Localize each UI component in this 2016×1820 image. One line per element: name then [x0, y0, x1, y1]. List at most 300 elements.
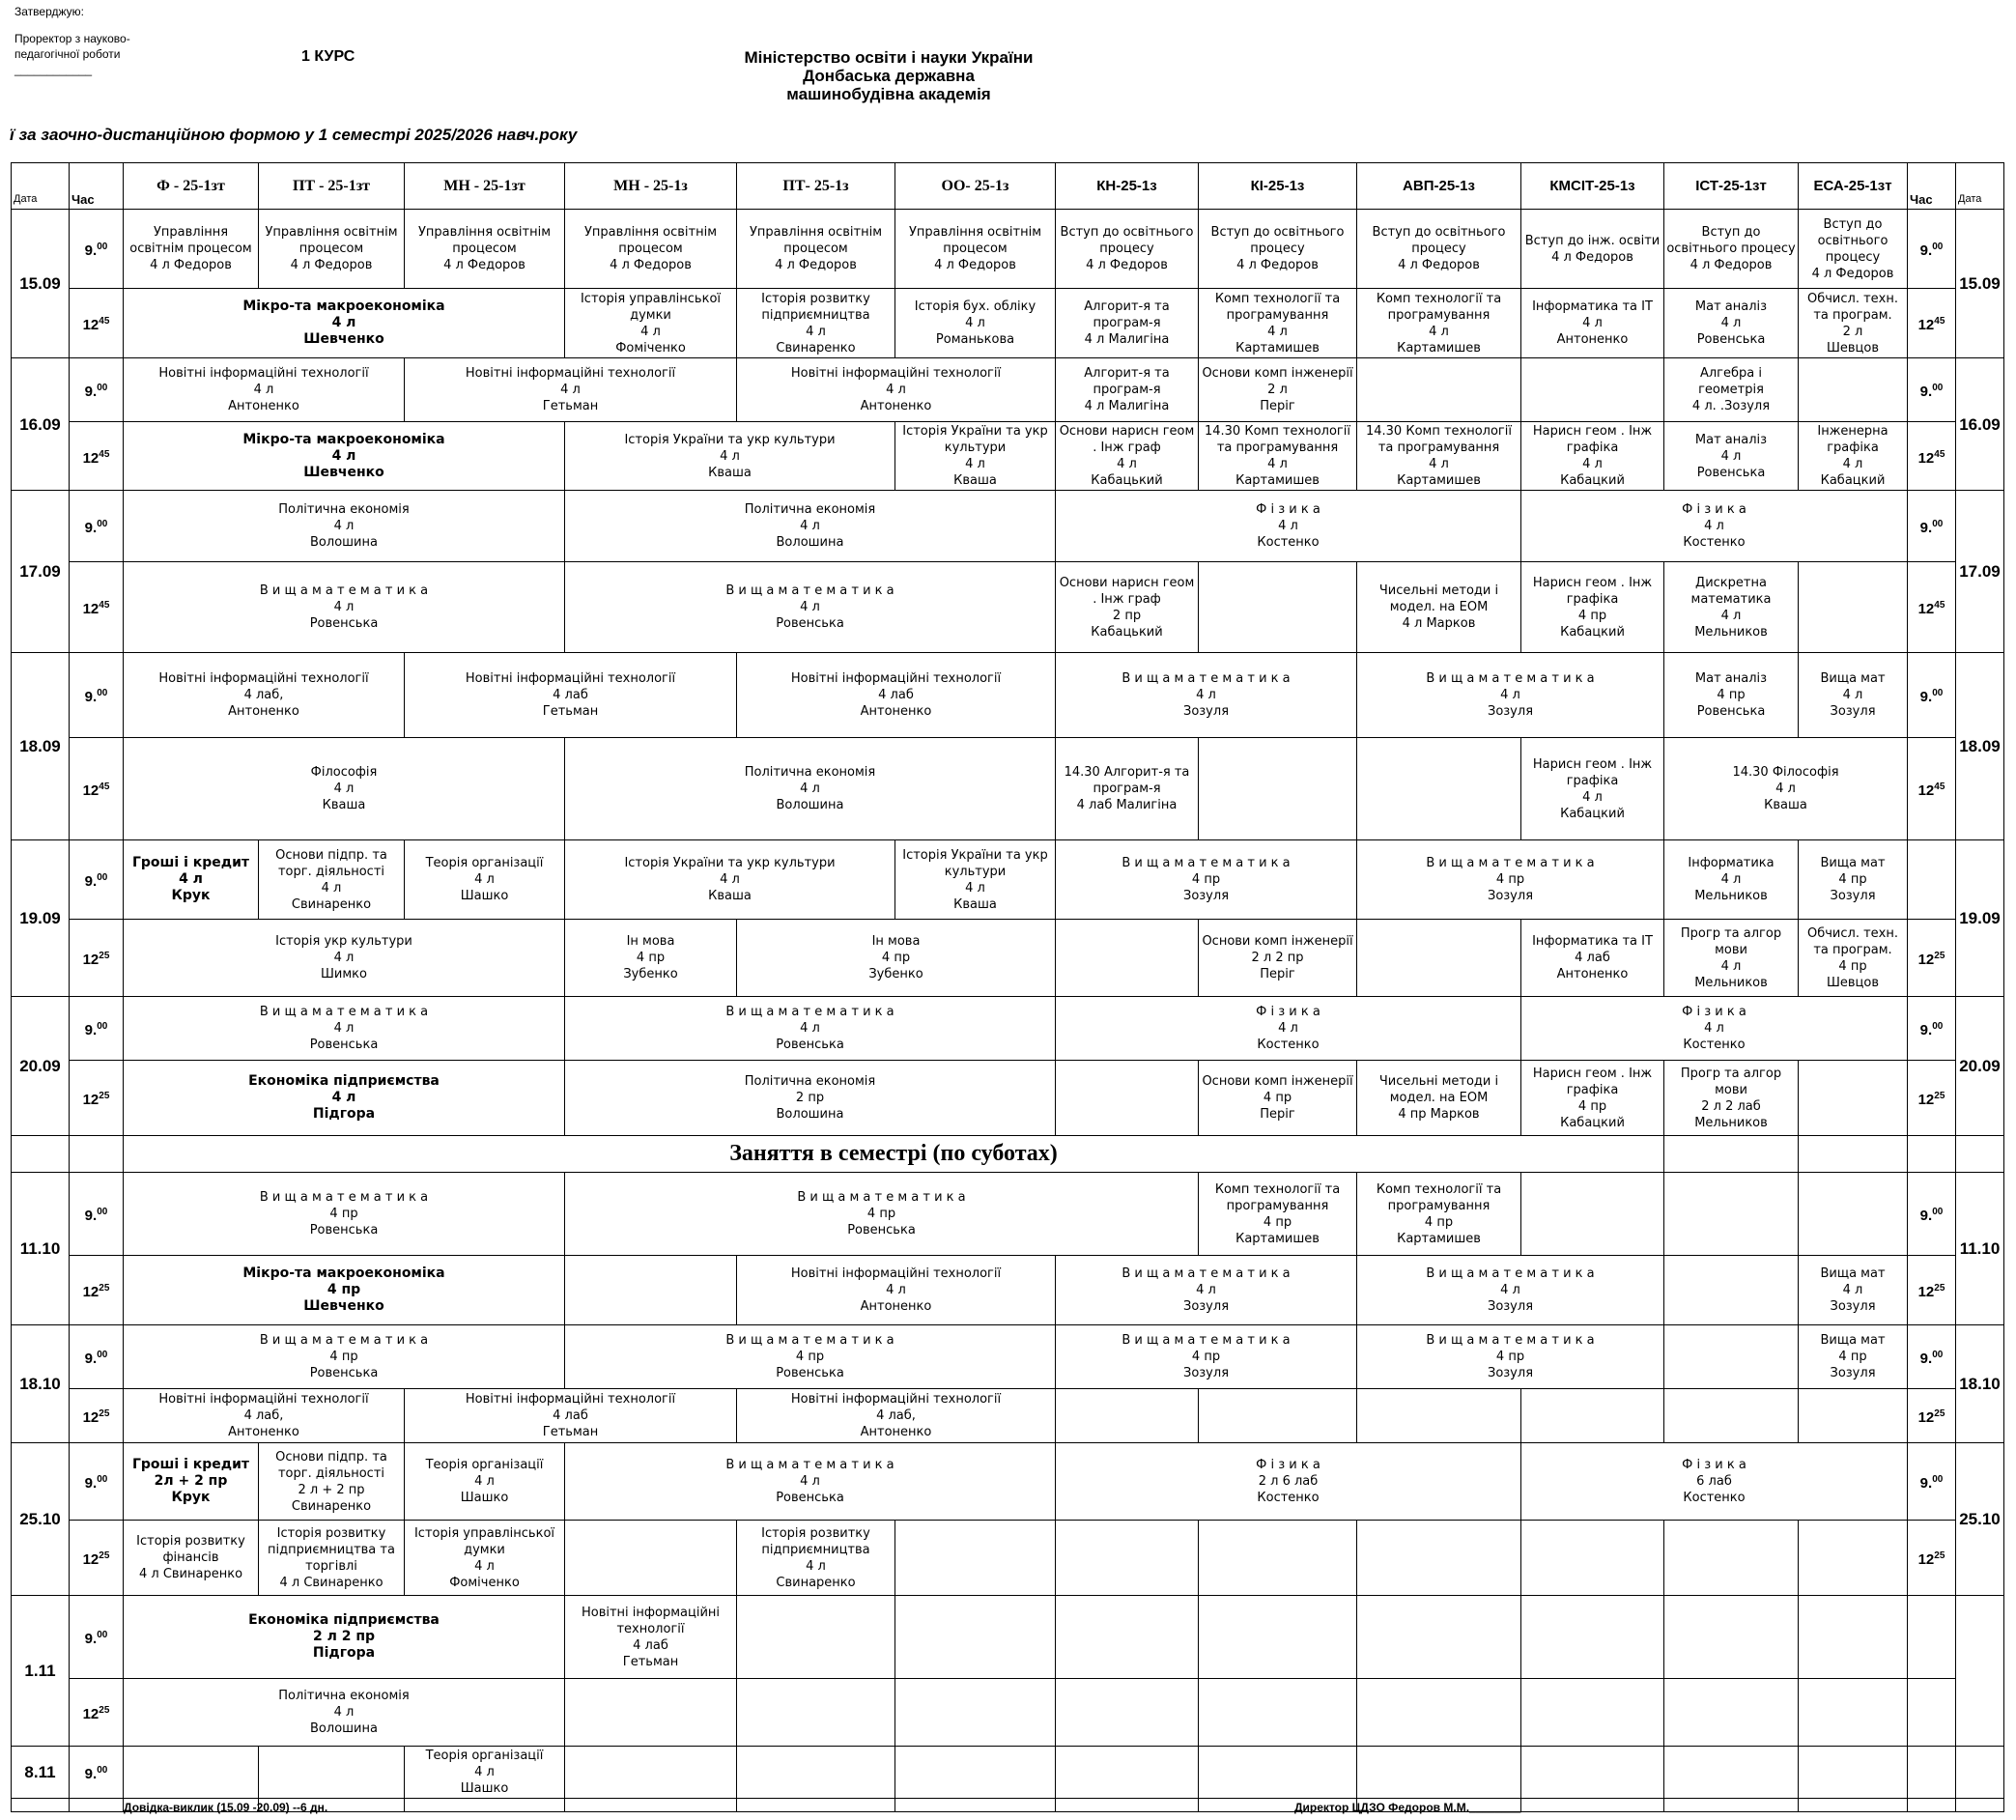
class-cell: [1799, 1679, 1908, 1747]
class-cell: [1357, 1596, 1521, 1679]
class-cell: Ф і з и к а 2 л 6 лаб Костенко: [1056, 1443, 1521, 1521]
class-cell: [1357, 738, 1521, 840]
class-cell: [1664, 1173, 1799, 1256]
class-cell: [1799, 1747, 1908, 1799]
class-cell: [1521, 1173, 1664, 1256]
class-cell: Новітні інформаційні технології 4 лаб Антоненко: [737, 653, 1056, 738]
class-cell: [737, 1747, 895, 1799]
time-cell: 9.00: [1908, 1173, 1956, 1256]
approval-line: Затверджую:: [14, 5, 84, 18]
class-cell: Дискретна математика 4 л Мельников: [1664, 562, 1799, 653]
class-cell: Обчисл. техн. та програм. 2 л Шевцов: [1799, 289, 1908, 358]
time-cell: $12^{25}$: [70, 1521, 124, 1596]
group-header: ОО- 25-1з: [895, 163, 1056, 210]
time-cell: [1908, 1136, 1956, 1173]
schedule-row: [12, 491, 2004, 562]
date-cell: 19.09: [12, 840, 70, 997]
group-header: АВП-25-1з: [1357, 163, 1521, 210]
class-cell: [1664, 1679, 1799, 1747]
class-cell: 14.30 Філософія 4 л Кваша: [1664, 738, 1908, 840]
date-header: Дата: [1956, 163, 2004, 210]
class-cell: Історія бух. обліку 4 л Романькова: [895, 289, 1056, 358]
time-cell: 9.00: [70, 653, 124, 738]
date-cell: 15.09: [12, 210, 70, 358]
class-cell: Історія розвитку підприємництва та торгівлі 4 л Свинаренко: [259, 1521, 405, 1596]
class-cell: Чисельні методи і модел. на ЕОМ 4 л Марков: [1357, 562, 1521, 653]
time-cell: 9.00: [70, 210, 124, 289]
date-cell: [12, 1799, 70, 1812]
class-cell: [1056, 920, 1199, 997]
class-cell: Новітні інформаційні технології 4 лаб Гетьман: [565, 1596, 737, 1679]
class-cell: [895, 1799, 1056, 1812]
class-cell: Ф і з и к а 4 л Костенко: [1056, 491, 1521, 562]
time-cell: 9.00: [70, 997, 124, 1061]
class-cell: В и щ а м а т е м а т и к а 4 л Ровенська: [565, 562, 1056, 653]
group-header: МН - 25-1зт: [405, 163, 565, 210]
class-cell: [259, 1747, 405, 1799]
date-cell: 19.09: [1956, 840, 2004, 997]
class-cell: В и щ а м а т е м а т и к а 4 пр Зозуля: [1056, 1325, 1357, 1389]
class-cell: [1056, 1521, 1199, 1596]
time-cell: $12^{45}$: [1908, 738, 1956, 840]
class-cell: Комп технології та програмування 4 пр Картамишев: [1199, 1173, 1357, 1256]
academy-line: Донбаська державна: [803, 67, 975, 85]
class-cell: Інформатика та ІТ 4 лаб Антоненко: [1521, 920, 1664, 997]
class-cell: Мат аналіз 4 л Ровенська: [1664, 422, 1799, 491]
class-cell: [1357, 1679, 1521, 1747]
class-cell: Політична економія 4 л Волошина: [124, 1679, 565, 1747]
time-header: Час: [70, 163, 124, 210]
class-cell: [1199, 1679, 1357, 1747]
class-cell: Вступ до освітнього процесу 4 л Федоров: [1664, 210, 1799, 289]
time-cell: $12^{25}$: [1908, 920, 1956, 997]
date-cell: 11.10: [12, 1173, 70, 1325]
date-cell: [1956, 1136, 2004, 1173]
class-cell: Гроші і кредит 4 л Крук: [124, 840, 259, 920]
class-cell: [1521, 1596, 1664, 1679]
class-cell: [1799, 1136, 1908, 1173]
time-cell: [70, 1799, 124, 1812]
class-cell: Вища мат 4 пр Зозуля: [1799, 1325, 1908, 1389]
schedule-row: [12, 840, 2004, 920]
class-cell: [1664, 1521, 1799, 1596]
class-cell: [1521, 1389, 1664, 1443]
schedule-row: [12, 358, 2004, 422]
time-cell: 9.00: [1908, 1443, 1956, 1521]
class-cell: Прогр та алгор мови 2 л 2 лаб Мельников: [1664, 1061, 1799, 1136]
class-cell: [1799, 1173, 1908, 1256]
class-cell: [1799, 1389, 1908, 1443]
time-cell: $12^{25}$: [70, 1389, 124, 1443]
class-cell: Історія України та укр культури 4 л Кваша: [895, 422, 1056, 491]
class-cell: Основи комп інженерії 2 л Періг: [1199, 358, 1357, 422]
class-cell: В и щ а м а т е м а т и к а 4 пр Ровенська: [565, 1173, 1199, 1256]
schedule-row: [12, 1596, 2004, 1679]
group-header: ІСТ-25-1зт: [1664, 163, 1799, 210]
class-cell: В и щ а м а т е м а т и к а 4 л Ровенська: [565, 997, 1056, 1061]
time-cell: 9.00: [70, 1443, 124, 1521]
time-cell: $12^{45}$: [1908, 289, 1956, 358]
class-cell: Історія укр культури 4 л Шимко: [124, 920, 565, 997]
class-cell: [1056, 1596, 1199, 1679]
date-header: Дата: [12, 163, 70, 210]
class-cell: Мат аналіз 4 л Ровенська: [1664, 289, 1799, 358]
class-cell: Історія України та укр культури 4 л Кваша: [565, 840, 895, 920]
ministry-line: Міністерство освіти і науки України: [744, 48, 1034, 67]
class-cell: [1357, 1521, 1521, 1596]
class-cell: Вища мат 4 л Зозуля: [1799, 653, 1908, 738]
class-cell: В и щ а м а т е м а т и к а 4 пр Ровенська: [124, 1325, 565, 1389]
class-cell: В и щ а м а т е м а т и к а 4 л Ровенська: [124, 562, 565, 653]
class-cell: [895, 1747, 1056, 1799]
class-cell: Прогр та алгор мови 4 л Мельников: [1664, 920, 1799, 997]
class-cell: [565, 1799, 737, 1812]
class-cell: Вступ до освітнього процесу 4 л Федоров: [1056, 210, 1199, 289]
class-cell: В и щ а м а т е м а т и к а 4 л Зозуля: [1056, 1256, 1357, 1325]
class-cell: В и щ а м а т е м а т и к а 4 л Зозуля: [1357, 653, 1664, 738]
class-cell: Новітні інформаційні технології 4 лаб, Антоненко: [124, 1389, 405, 1443]
date-cell: 18.09: [1956, 653, 2004, 840]
schedule-row: [12, 738, 2004, 840]
class-cell: [1664, 1747, 1799, 1799]
approval-block: [14, 4, 169, 77]
class-cell: Історія управлінської думки 4 л Фоміченко: [565, 289, 737, 358]
class-cell: [895, 1596, 1056, 1679]
class-cell: 14.30 Комп технології та програмування 4 л Картамишев: [1199, 422, 1357, 491]
class-cell: [1199, 1389, 1357, 1443]
time-cell: $12^{45}$: [1908, 422, 1956, 491]
class-cell: [1357, 920, 1521, 997]
class-cell: Нарисн геом . Інж графіка 4 пр Кабацкий: [1521, 1061, 1664, 1136]
schedule-row: [12, 562, 2004, 653]
time-cell: $12^{45}$: [70, 422, 124, 491]
class-cell: Ф і з и к а 4 л Костенко: [1521, 997, 1908, 1061]
class-cell: Нарисн геом . Інж графіка 4 пр Кабацкий: [1521, 562, 1664, 653]
date-cell: 18.09: [12, 653, 70, 840]
class-cell: Управління освітнім процесом 4 л Федоров: [259, 210, 405, 289]
class-cell: [1056, 1799, 1199, 1812]
class-cell: [124, 1747, 259, 1799]
class-cell: Інформатика та ІТ 4 л Антоненко: [1521, 289, 1664, 358]
group-header: Ф - 25-1зт: [124, 163, 259, 210]
time-cell: 9.00: [70, 1747, 124, 1799]
class-cell: [737, 1799, 895, 1812]
class-cell: Основи підпр. та торг. діяльності 2 л + 2 пр Свинаренко: [259, 1443, 405, 1521]
class-cell: 14.30 Комп технології та програмування 4 л Картамишев: [1357, 422, 1521, 491]
time-cell: [70, 1136, 124, 1173]
time-cell: 9.00: [70, 1325, 124, 1389]
class-cell: Мат аналіз 4 пр Ровенська: [1664, 653, 1799, 738]
date-cell: 16.09: [1956, 358, 2004, 491]
time-cell: $12^{25}$: [1908, 1389, 1956, 1443]
time-cell: $12^{45}$: [70, 289, 124, 358]
class-cell: [1799, 562, 1908, 653]
schedule-table: [11, 162, 2004, 1812]
class-cell: Новітні інформаційні технології 4 л Антоненко: [737, 1256, 1056, 1325]
class-cell: [1357, 358, 1521, 422]
class-cell: [1199, 738, 1357, 840]
class-cell: Новітні інформаційні технології 4 л Гетьман: [405, 358, 737, 422]
date-cell: 15.09: [1956, 210, 2004, 358]
class-cell: Новітні інформаційні технології 4 л Антоненко: [124, 358, 405, 422]
class-cell: Новітні інформаційні технології 4 лаб Гетьман: [405, 1389, 737, 1443]
class-cell: [1357, 1389, 1521, 1443]
class-cell: Алгорит-я та програм-я 4 л Малигіна: [1056, 358, 1199, 422]
date-cell: 17.09: [1956, 491, 2004, 653]
class-cell: [1521, 1521, 1664, 1596]
group-header: ПТ - 25-1зт: [259, 163, 405, 210]
class-cell: [1056, 1061, 1199, 1136]
class-cell: Історія розвитку підприємництва 4 л Свинаренко: [737, 289, 895, 358]
time-cell: 9.00: [1908, 653, 1956, 738]
class-cell: Новітні інформаційні технології 4 лаб, Антоненко: [124, 653, 405, 738]
class-cell: Вища мат 4 л Зозуля: [1799, 1256, 1908, 1325]
class-cell: Політична економія 4 л Волошина: [565, 738, 1056, 840]
date-cell: 16.09: [12, 358, 70, 491]
time-cell: [1908, 840, 1956, 920]
date-cell: 17.09: [12, 491, 70, 653]
class-cell: Інформатика 4 л Мельников: [1664, 840, 1799, 920]
class-cell: Історія України та укр культури 4 л Кваша: [895, 840, 1056, 920]
class-cell: [1664, 1325, 1799, 1389]
date-cell: [1956, 1747, 2004, 1799]
time-cell: 9.00: [1908, 210, 1956, 289]
time-cell: 9.00: [1908, 1325, 1956, 1389]
class-cell: [1664, 1596, 1799, 1679]
course-title: 1 КУРС: [301, 48, 355, 65]
class-cell: В и щ а м а т е м а т и к а 4 пр Зозуля: [1056, 840, 1357, 920]
class-cell: [1664, 1799, 1799, 1812]
class-cell: Основи комп інженерії 2 л 2 пр Періг: [1199, 920, 1357, 997]
class-cell: Вступ до освітнього процесу 4 л Федоров: [1199, 210, 1357, 289]
time-cell: 9.00: [70, 491, 124, 562]
date-cell: 11.10: [1956, 1173, 2004, 1325]
class-cell: Комп технології та програмування 4 пр Картамишев: [1357, 1173, 1521, 1256]
class-cell: Історія управлінської думки 4 л Фоміченко: [405, 1521, 565, 1596]
class-cell: Новітні інформаційні технології 4 лаб Гетьман: [405, 653, 737, 738]
class-cell: В и щ а м а т е м а т и к а 4 пр Зозуля: [1357, 1325, 1664, 1389]
time-cell: $12^{25}$: [70, 1256, 124, 1325]
academy-line: машинобудівна академія: [786, 85, 991, 103]
group-header: ЕСА-25-1зт: [1799, 163, 1908, 210]
class-cell: Управління освітнім процесом 4 л Федоров: [405, 210, 565, 289]
time-cell: $12^{25}$: [70, 920, 124, 997]
schedule-row: [12, 1747, 2004, 1799]
class-cell: Основи нарисн геом . Інж граф 2 пр Кабацький: [1056, 562, 1199, 653]
time-cell: 9.00: [70, 840, 124, 920]
approval-line: ____________: [14, 63, 93, 76]
class-cell: [1056, 1747, 1199, 1799]
class-cell: [1521, 1747, 1664, 1799]
date-cell: 25.10: [12, 1443, 70, 1596]
class-cell: [565, 1256, 737, 1325]
class-cell: Обчисл. техн. та програм. 4 пр Шевцов: [1799, 920, 1908, 997]
class-cell: Комп технології та програмування 4 л Картамишев: [1199, 289, 1357, 358]
class-cell: Алгебра і геометрія 4 л. .Зозуля: [1664, 358, 1799, 422]
schedule-subtitle: ї за заочно-дистанційною формою у 1 семестрі 2025/2026 навч.року: [10, 126, 578, 144]
saturday-section-title: Заняття в семестрі (по суботах): [124, 1136, 1664, 1173]
class-cell: Мікро-та макроекономіка 4 пр Шевченко: [124, 1256, 565, 1325]
class-cell: Політична економія 4 л Волошина: [565, 491, 1056, 562]
section-header-row: [12, 1136, 2004, 1173]
approval-line: Проректор з науково-: [14, 32, 130, 45]
class-cell: Теорія організації 4 л Шашко: [405, 840, 565, 920]
schedule-row: [12, 1443, 2004, 1521]
schedule-row: [12, 1256, 2004, 1325]
schedule-row: [12, 1061, 2004, 1136]
class-cell: [1799, 1596, 1908, 1679]
schedule-row: [12, 1521, 2004, 1596]
class-cell: Основи підпр. та торг. діяльності 4 л Свинаренко: [259, 840, 405, 920]
time-cell: $12^{25}$: [70, 1679, 124, 1747]
class-cell: Економіка підприємства 4 л Підгора: [124, 1061, 565, 1136]
class-cell: Нарисн геом . Інж графіка 4 л Кабацкий: [1521, 422, 1664, 491]
time-cell: 9.00: [70, 1596, 124, 1679]
class-cell: Ф і з и к а 4 л Костенко: [1521, 491, 1908, 562]
class-cell: Історія розвитку підприємництва 4 л Свинаренко: [737, 1521, 895, 1596]
class-cell: Алгорит-я та програм-я 4 л Малигіна: [1056, 289, 1199, 358]
class-cell: [1199, 1596, 1357, 1679]
footer-note: Довідка-виклик (15.09 -20.09) --6 дн.: [124, 1801, 328, 1814]
schedule-row: [12, 1389, 2004, 1443]
class-cell: Вища мат 4 пр Зозуля: [1799, 840, 1908, 920]
class-cell: [1799, 1799, 1908, 1812]
date-cell: 20.09: [1956, 997, 2004, 1136]
time-cell: $12^{25}$: [1908, 1256, 1956, 1325]
class-cell: В и щ а м а т е м а т и к а 4 л Зозуля: [1357, 1256, 1664, 1325]
class-cell: В и щ а м а т е м а т и к а 4 л Ровенська: [124, 997, 565, 1061]
time-cell: 9.00: [70, 358, 124, 422]
class-cell: Управління освітнім процесом 4 л Федоров: [895, 210, 1056, 289]
class-cell: [565, 1747, 737, 1799]
schedule-row: [12, 210, 2004, 289]
class-cell: Нарисн геом . Інж графіка 4 л Кабацкий: [1521, 738, 1664, 840]
group-header: КМСІТ-25-1з: [1521, 163, 1664, 210]
date-cell: 18.10: [1956, 1325, 2004, 1443]
class-cell: Теорія організації 4 л Шашко: [405, 1443, 565, 1521]
schedule-row: [12, 1173, 2004, 1256]
class-cell: Ф і з и к а 4 л Костенко: [1056, 997, 1521, 1061]
class-cell: В и щ а м а т е м а т и к а 4 пр Ровенська: [565, 1325, 1056, 1389]
time-cell: [1908, 1679, 1956, 1747]
time-cell: $12^{25}$: [70, 1061, 124, 1136]
time-cell: 9.00: [70, 1173, 124, 1256]
time-cell: $12^{45}$: [70, 562, 124, 653]
class-cell: Новітні інформаційні технології 4 лаб, Антоненко: [737, 1389, 1056, 1443]
class-cell: [1056, 1679, 1199, 1747]
time-cell: 9.00: [1908, 491, 1956, 562]
class-cell: Гроші і кредит 2л + 2 пр Крук: [124, 1443, 259, 1521]
class-cell: [737, 1596, 895, 1679]
class-cell: [1199, 562, 1357, 653]
class-cell: В и щ а м а т е м а т и к а 4 л Ровенська: [565, 1443, 1056, 1521]
class-cell: [1199, 1747, 1357, 1799]
class-cell: Новітні інформаційні технології 4 л Антоненко: [737, 358, 1056, 422]
date-cell: 25.10: [1956, 1443, 2004, 1596]
footer-signature: Директор ЦДЗО Федоров М.М.________: [1294, 1801, 1521, 1814]
schedule-row: [12, 653, 2004, 738]
time-cell: [1908, 1596, 1956, 1679]
class-cell: [1521, 1679, 1664, 1747]
institution-header: [657, 48, 1121, 103]
class-cell: Комп технології та програмування 4 л Картамишев: [1357, 289, 1521, 358]
class-cell: Теорія організації 4 л Шашко: [405, 1747, 565, 1799]
class-cell: [737, 1679, 895, 1747]
class-cell: Мікро-та макроекономіка 4 л Шевченко: [124, 422, 565, 491]
group-header: КІ-25-1з: [1199, 163, 1357, 210]
schedule-row: [12, 1679, 2004, 1747]
schedule-row: [12, 920, 2004, 997]
schedule-row: [12, 1325, 2004, 1389]
time-cell: $12^{25}$: [1908, 1061, 1956, 1136]
class-cell: [895, 1521, 1056, 1596]
date-cell: [1956, 1799, 2004, 1812]
class-cell: В и щ а м а т е м а т и к а 4 пр Зозуля: [1357, 840, 1664, 920]
class-cell: [1799, 1521, 1908, 1596]
class-cell: Ф і з и к а 6 лаб Костенко: [1521, 1443, 1908, 1521]
class-cell: 14.30 Алгорит-я та програм-я 4 лаб Малигіна: [1056, 738, 1199, 840]
class-cell: Чисельні методи і модел. на ЕОМ 4 пр Марков: [1357, 1061, 1521, 1136]
class-cell: [1664, 1136, 1799, 1173]
class-cell: Основи нарисн геом . Інж граф 4 л Кабацький: [1056, 422, 1199, 491]
class-cell: В и щ а м а т е м а т и к а 4 пр Ровенська: [124, 1173, 565, 1256]
class-cell: [1664, 1256, 1799, 1325]
time-cell: [1908, 1747, 1956, 1799]
class-cell: [1799, 1061, 1908, 1136]
class-cell: Політична економія 2 пр Волошина: [565, 1061, 1056, 1136]
class-cell: Управління освітнім процесом 4 л Федоров: [124, 210, 259, 289]
schedule-row: [12, 422, 2004, 491]
class-cell: [1521, 1799, 1664, 1812]
group-header: ПТ- 25-1з: [737, 163, 895, 210]
class-cell: [895, 1679, 1056, 1747]
schedule-row: [12, 997, 2004, 1061]
class-cell: Політична економія 4 л Волошина: [124, 491, 565, 562]
approval-line: педагогічної роботи: [14, 47, 121, 61]
time-cell: 9.00: [1908, 997, 1956, 1061]
date-cell: 18.10: [12, 1325, 70, 1443]
class-cell: Вступ до освітнього процесу 4 л Федоров: [1799, 210, 1908, 289]
class-cell: Управління освітнім процесом 4 л Федоров: [737, 210, 895, 289]
date-cell: [12, 1136, 70, 1173]
class-cell: Вступ до інж. освіти 4 л Федоров: [1521, 210, 1664, 289]
header-row: [12, 163, 2004, 210]
class-cell: [1199, 1521, 1357, 1596]
class-cell: Історія розвитку фінансів 4 л Свинаренко: [124, 1521, 259, 1596]
group-header: КН-25-1з: [1056, 163, 1199, 210]
class-cell: [1056, 1389, 1199, 1443]
class-cell: В и щ а м а т е м а т и к а 4 л Зозуля: [1056, 653, 1357, 738]
date-cell: 20.09: [12, 997, 70, 1136]
time-cell: 9.00: [1908, 358, 1956, 422]
time-header: Час: [1908, 163, 1956, 210]
class-cell: [1521, 358, 1664, 422]
class-cell: [1664, 1389, 1799, 1443]
class-cell: Управління освітнім процесом 4 л Федоров: [565, 210, 737, 289]
date-cell: 8.11: [12, 1747, 70, 1799]
schedule-row: [12, 289, 2004, 358]
class-cell: Ін мова 4 пр Зубенко: [565, 920, 737, 997]
class-cell: [1799, 358, 1908, 422]
class-cell: [1357, 1747, 1521, 1799]
class-cell: Інженерна графіка 4 л Кабацкий: [1799, 422, 1908, 491]
time-cell: [1908, 1799, 1956, 1812]
class-cell: Історія України та укр культури 4 л Кваша: [565, 422, 895, 491]
class-cell: [565, 1521, 737, 1596]
class-cell: Мікро-та макроекономіка 4 л Шевченко: [124, 289, 565, 358]
group-header: МН - 25-1з: [565, 163, 737, 210]
date-cell: [1956, 1596, 2004, 1747]
